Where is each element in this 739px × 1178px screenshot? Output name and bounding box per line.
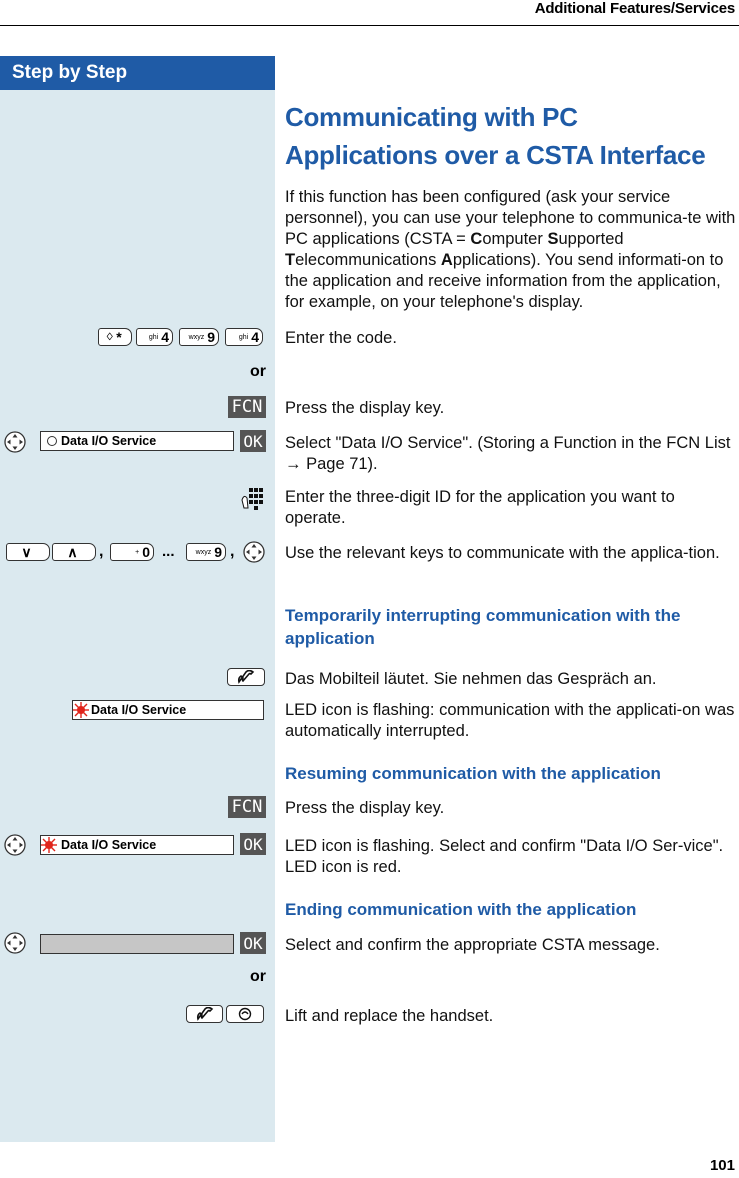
- key-9: wxyz 9: [179, 328, 219, 346]
- display-data-io-flashing: Data I/O Service: [72, 700, 264, 720]
- step-press-display-key-2: Press the display key.: [285, 799, 445, 817]
- subhead-interrupt: Temporarily interrupting communication with the application: [285, 606, 681, 648]
- key-4: ghi 4: [136, 328, 173, 346]
- subhead-resume: Resuming communication with the application: [285, 764, 661, 783]
- star-key: ♢ *: [98, 328, 132, 346]
- ok-key-3: OK: [240, 932, 266, 954]
- display-data-io-flashing-2: Data I/O Service: [40, 835, 234, 855]
- led-flashing-icon-2: [41, 837, 57, 853]
- intro-paragraph: If this function has been configured (ask your service personnel), you can use your telephone to communica-te with PC applications (CSTA = Computer Supported Telecommunications Applications). You send informati-on to the application and receive information from the application, for example, on your telephone's display.: [285, 188, 736, 311]
- led-off-icon: [47, 436, 57, 446]
- ok-key-2: OK: [240, 833, 266, 855]
- step-led-select: LED icon is flashing. Select and confirm "Data I/O Ser-vice". LED icon is red.: [285, 837, 724, 876]
- key-4b: ghi 4: [225, 328, 263, 346]
- handset-icon: [237, 670, 255, 684]
- fcn-key-2: FCN: [228, 796, 266, 818]
- key-9-range: wxyz 9: [186, 543, 226, 561]
- step-by-step-column: [0, 56, 275, 1142]
- page-title: Communicating with PC Applications over a CSTA Interface: [285, 102, 706, 170]
- on-hook-icon: [238, 1007, 252, 1021]
- navigation-key-icon: [4, 431, 26, 453]
- comma: ,: [99, 543, 104, 560]
- header-rule: [0, 25, 739, 26]
- navigation-key-icon-4: [4, 932, 26, 954]
- handset-icon: [196, 1007, 214, 1021]
- handset-key-2: [186, 1005, 223, 1023]
- handset-key: [227, 668, 265, 686]
- navigation-key-icon-3: [4, 834, 26, 856]
- fcn-key: FCN: [228, 396, 266, 418]
- subhead-end: Ending communication with the application: [285, 900, 637, 919]
- on-hook-key: [226, 1005, 264, 1023]
- comma-2: ,: [230, 543, 235, 560]
- step-handset-rings: Das Mobilteil läutet. Sie nehmen das Gespräch an.: [285, 670, 657, 688]
- running-head: Additional Features/Services: [534, 0, 735, 17]
- led-flashing-icon: [73, 702, 89, 718]
- step-enter-id: Enter the three-digit ID for the application you want to operate.: [285, 488, 675, 527]
- or-label-2: or: [250, 968, 266, 985]
- step-use-keys: Use the relevant keys to communicate with the applica-tion.: [285, 544, 720, 562]
- up-key: ∧: [52, 543, 96, 561]
- step-by-step-title: Step by Step: [12, 62, 128, 83]
- ok-key: OK: [240, 430, 266, 452]
- or-label: or: [250, 363, 266, 380]
- key-0: + 0: [110, 543, 154, 561]
- step-press-display-key: Press the display key.: [285, 399, 445, 417]
- step-enter-code: Enter the code.: [285, 329, 397, 347]
- display-csta-message: [40, 934, 234, 954]
- step-led-interrupt: LED icon is flashing: communication with the applicati-on was automatically interrupted.: [285, 701, 735, 740]
- keypad-icon: [240, 486, 266, 512]
- navigation-key-icon-2: [243, 541, 265, 563]
- ellipsis: ...: [162, 543, 175, 560]
- step-select-csta: Select and confirm the appropriate CSTA message.: [285, 936, 660, 954]
- step-select-service: Select "Data I/O Service". (Storing a Function in the FCN List → Page 71).: [285, 434, 731, 473]
- step-lift-replace: Lift and replace the handset.: [285, 1007, 494, 1025]
- bell-icon: ♢: [105, 331, 115, 343]
- display-data-io-service: Data I/O Service: [40, 431, 234, 451]
- page-number: 101: [709, 1157, 735, 1174]
- down-key: ∨: [6, 543, 50, 561]
